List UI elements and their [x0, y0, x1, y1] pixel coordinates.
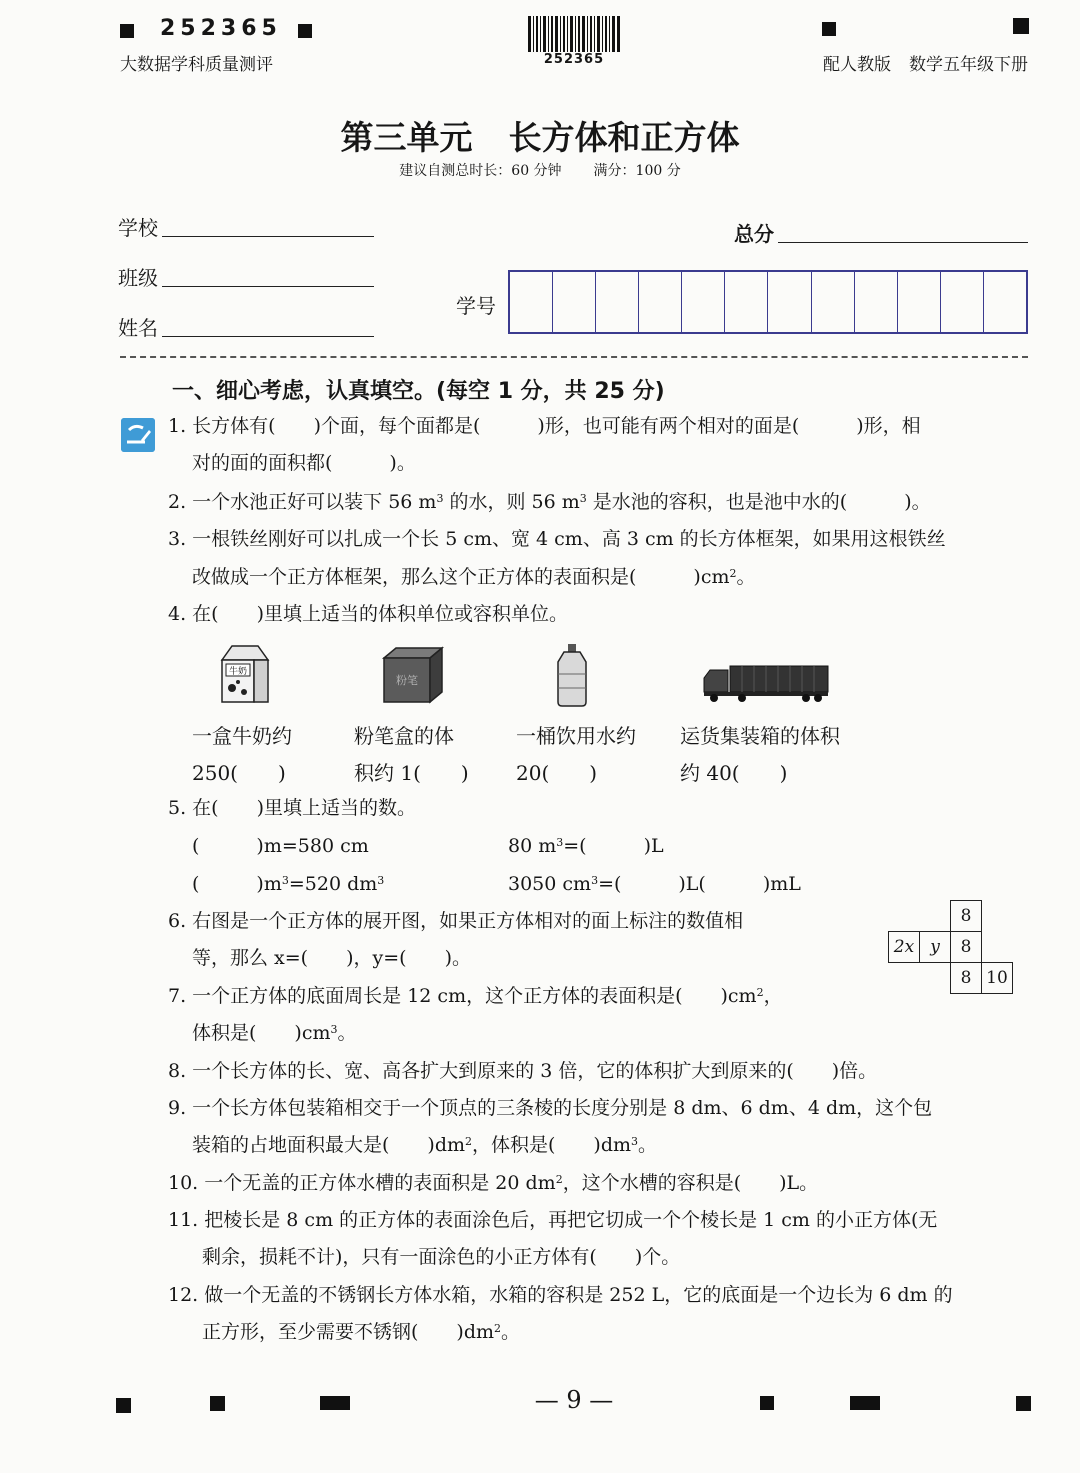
question-11-line-2: 剩余，损耗不计)，只有一面涂色的小正方体有( )个。 [202, 1246, 681, 1268]
student-id-cell[interactable] [639, 272, 682, 332]
registration-mark [116, 1398, 131, 1413]
item-container-caption: 运货集装箱的体积 [680, 724, 840, 748]
student-id-cell[interactable] [898, 272, 941, 332]
item-chalk-caption: 粉笔盒的体 [354, 724, 454, 748]
class-field[interactable] [162, 286, 374, 287]
registration-mark [822, 22, 836, 36]
student-id-cell[interactable] [682, 272, 725, 332]
net-face-middle: 8 [951, 932, 982, 963]
item-chalk-answer: 积约 1( ) [354, 761, 469, 785]
student-id-cell[interactable] [768, 272, 811, 332]
registration-mark [120, 24, 134, 38]
pencil-icon [121, 418, 155, 452]
school-field[interactable] [162, 236, 374, 237]
registration-mark [210, 1396, 225, 1411]
question-1-line-1: 1. 长方体有( )个面，每个面都是( )形，也可能有两个相对的面是( )形，相 [168, 415, 921, 437]
item-milk-answer: 250( ) [192, 761, 286, 785]
milk-carton-icon [218, 642, 272, 704]
question-4: 4. 在( )里填上适当的体积单位或容积单位。 [168, 603, 568, 625]
barcode [528, 16, 620, 52]
grade-volume: 数学五年级下册 [909, 55, 1028, 75]
name-label: 姓名 [118, 316, 158, 340]
edition-info [823, 50, 1028, 75]
question-5: 5. 在( )里填上适当的数。 [168, 797, 416, 819]
student-id-cell[interactable] [812, 272, 855, 332]
suggested-time: 建议自测总时长：60 分钟 [399, 163, 562, 179]
page-number: — 9 — [534, 1386, 614, 1414]
question-7-line-1: 7. 一个正方体的底面周长是 12 cm，这个正方体的表面积是( )$cm^2$， [168, 985, 783, 1007]
net-face-bottom: 8 [951, 963, 982, 994]
unit-number: 第三单元 [340, 118, 473, 157]
student-id-cell[interactable] [941, 272, 984, 332]
total-score-label: 总分 [734, 222, 774, 246]
question-3-line-1: 3. 一根铁丝刚好可以扎成一个长 5 cm、宽 4 cm、高 3 cm 的长方体框架，如果用这根铁丝 [168, 528, 946, 550]
student-id-cell[interactable] [984, 272, 1026, 332]
question-6-line-2: 等，那么 x=( )，y=( )。 [192, 947, 471, 969]
question-7-line-2: 体积是( )$cm^3$。 [192, 1022, 357, 1044]
question-5-d: 3050 $cm^3=$( )L( )mL [508, 873, 801, 895]
net-face-2x: 2x [889, 932, 920, 963]
student-id-label: 学号 [456, 294, 496, 318]
question-9-line-1: 9. 一个长方体包装箱相交于一个顶点的三条棱的长度分别是 8 dm、6 dm、4 dm，这个包 [168, 1097, 933, 1119]
student-id-grid [508, 270, 1028, 334]
item-milk-caption: 一盒牛奶约 [192, 724, 292, 748]
barcode-number: 252365 [543, 52, 605, 67]
net-face-top: 8 [951, 901, 982, 932]
chalk-box-icon [380, 644, 446, 706]
student-id-cell[interactable] [510, 272, 553, 332]
question-12-line-2: 正方形，至少需要不锈钢( )$dm^2$。 [202, 1321, 521, 1343]
registration-mark [1016, 1396, 1031, 1411]
full-score: 满分：100 分 [593, 163, 681, 179]
question-9-line-2: 装箱的占地面积最大是( )$dm^2$，体积是( )$dm^3$。 [192, 1134, 658, 1156]
question-1-line-2: 对的面的面积都( )。 [192, 452, 416, 474]
edition: 配人教版 [823, 55, 891, 75]
exam-code: 252365 [160, 16, 282, 41]
student-id-cell[interactable] [553, 272, 596, 332]
milk-label: 牛奶 [228, 667, 248, 677]
unit-topic: 长方体和正方体 [508, 118, 740, 157]
cargo-truck-icon [702, 664, 830, 704]
student-id-cell[interactable] [725, 272, 768, 332]
registration-mark [1013, 18, 1029, 34]
registration-mark [850, 1396, 880, 1410]
item-water-caption: 一桶饮用水约 [516, 724, 636, 748]
question-5-a: ( )m=580 cm [192, 835, 369, 857]
question-3-line-2: 改做成一个正方体框架，那么这个正方体的表面积是( )$cm^2$。 [192, 566, 756, 588]
section-heading: 一、细心考虑，认真填空。(每空 1 分，共 25 分) [172, 379, 665, 404]
question-5-b: 80 $m^3=$( )L [508, 835, 664, 857]
exam-organization: 大数据学科质量测评 [120, 55, 273, 75]
registration-mark [298, 24, 312, 38]
name-field[interactable] [162, 336, 374, 337]
page-title [0, 112, 1080, 159]
question-8: 8. 一个长方体的长、宽、高各扩大到原来的 3 倍，它的体积扩大到原来的( )倍。 [168, 1060, 878, 1082]
net-face-y: y [920, 932, 951, 963]
school-label: 学校 [118, 216, 158, 240]
question-5-c: ( )$m^3=520$ $dm^3$ [192, 873, 385, 895]
water-jug-icon [554, 642, 590, 708]
question-11-line-1: 11. 把棱长是 8 cm 的正方体的表面涂色后，再把它切成一个个棱长是 1 cm 的小正方体(无 [168, 1209, 938, 1231]
question-6-line-1: 6. 右图是一个正方体的展开图，如果正方体相对的面上标注的数值相 [168, 910, 744, 932]
cube-net-diagram [888, 900, 1013, 994]
item-container-answer: 约 40( ) [680, 761, 788, 785]
question-12-line-1: 12. 做一个无盖的不锈钢长方体水箱，水箱的容积是 252 L，它的底面是一个边长为 6 dm 的 [168, 1284, 953, 1306]
total-score-field[interactable] [778, 242, 1028, 243]
class-label: 班级 [118, 266, 158, 290]
question-2: 2. 一个水池正好可以装下 56 $m^3$ 的水，则 56 $m^3$ 是水池的容积，也是池中水的( )。 [168, 491, 931, 513]
registration-mark [320, 1396, 350, 1410]
net-face-10: 10 [982, 963, 1013, 994]
divider [120, 356, 1028, 358]
exam-meta [0, 160, 1080, 180]
student-id-cell[interactable] [596, 272, 639, 332]
question-10: 10. 一个无盖的正方体水槽的表面积是 20 $dm^2$，这个水槽的容积是( )L。 [168, 1172, 819, 1194]
item-water-answer: 20( ) [516, 761, 598, 785]
student-id-cell[interactable] [855, 272, 898, 332]
chalk-label: 粉笔 [396, 674, 418, 687]
registration-mark [760, 1396, 774, 1410]
